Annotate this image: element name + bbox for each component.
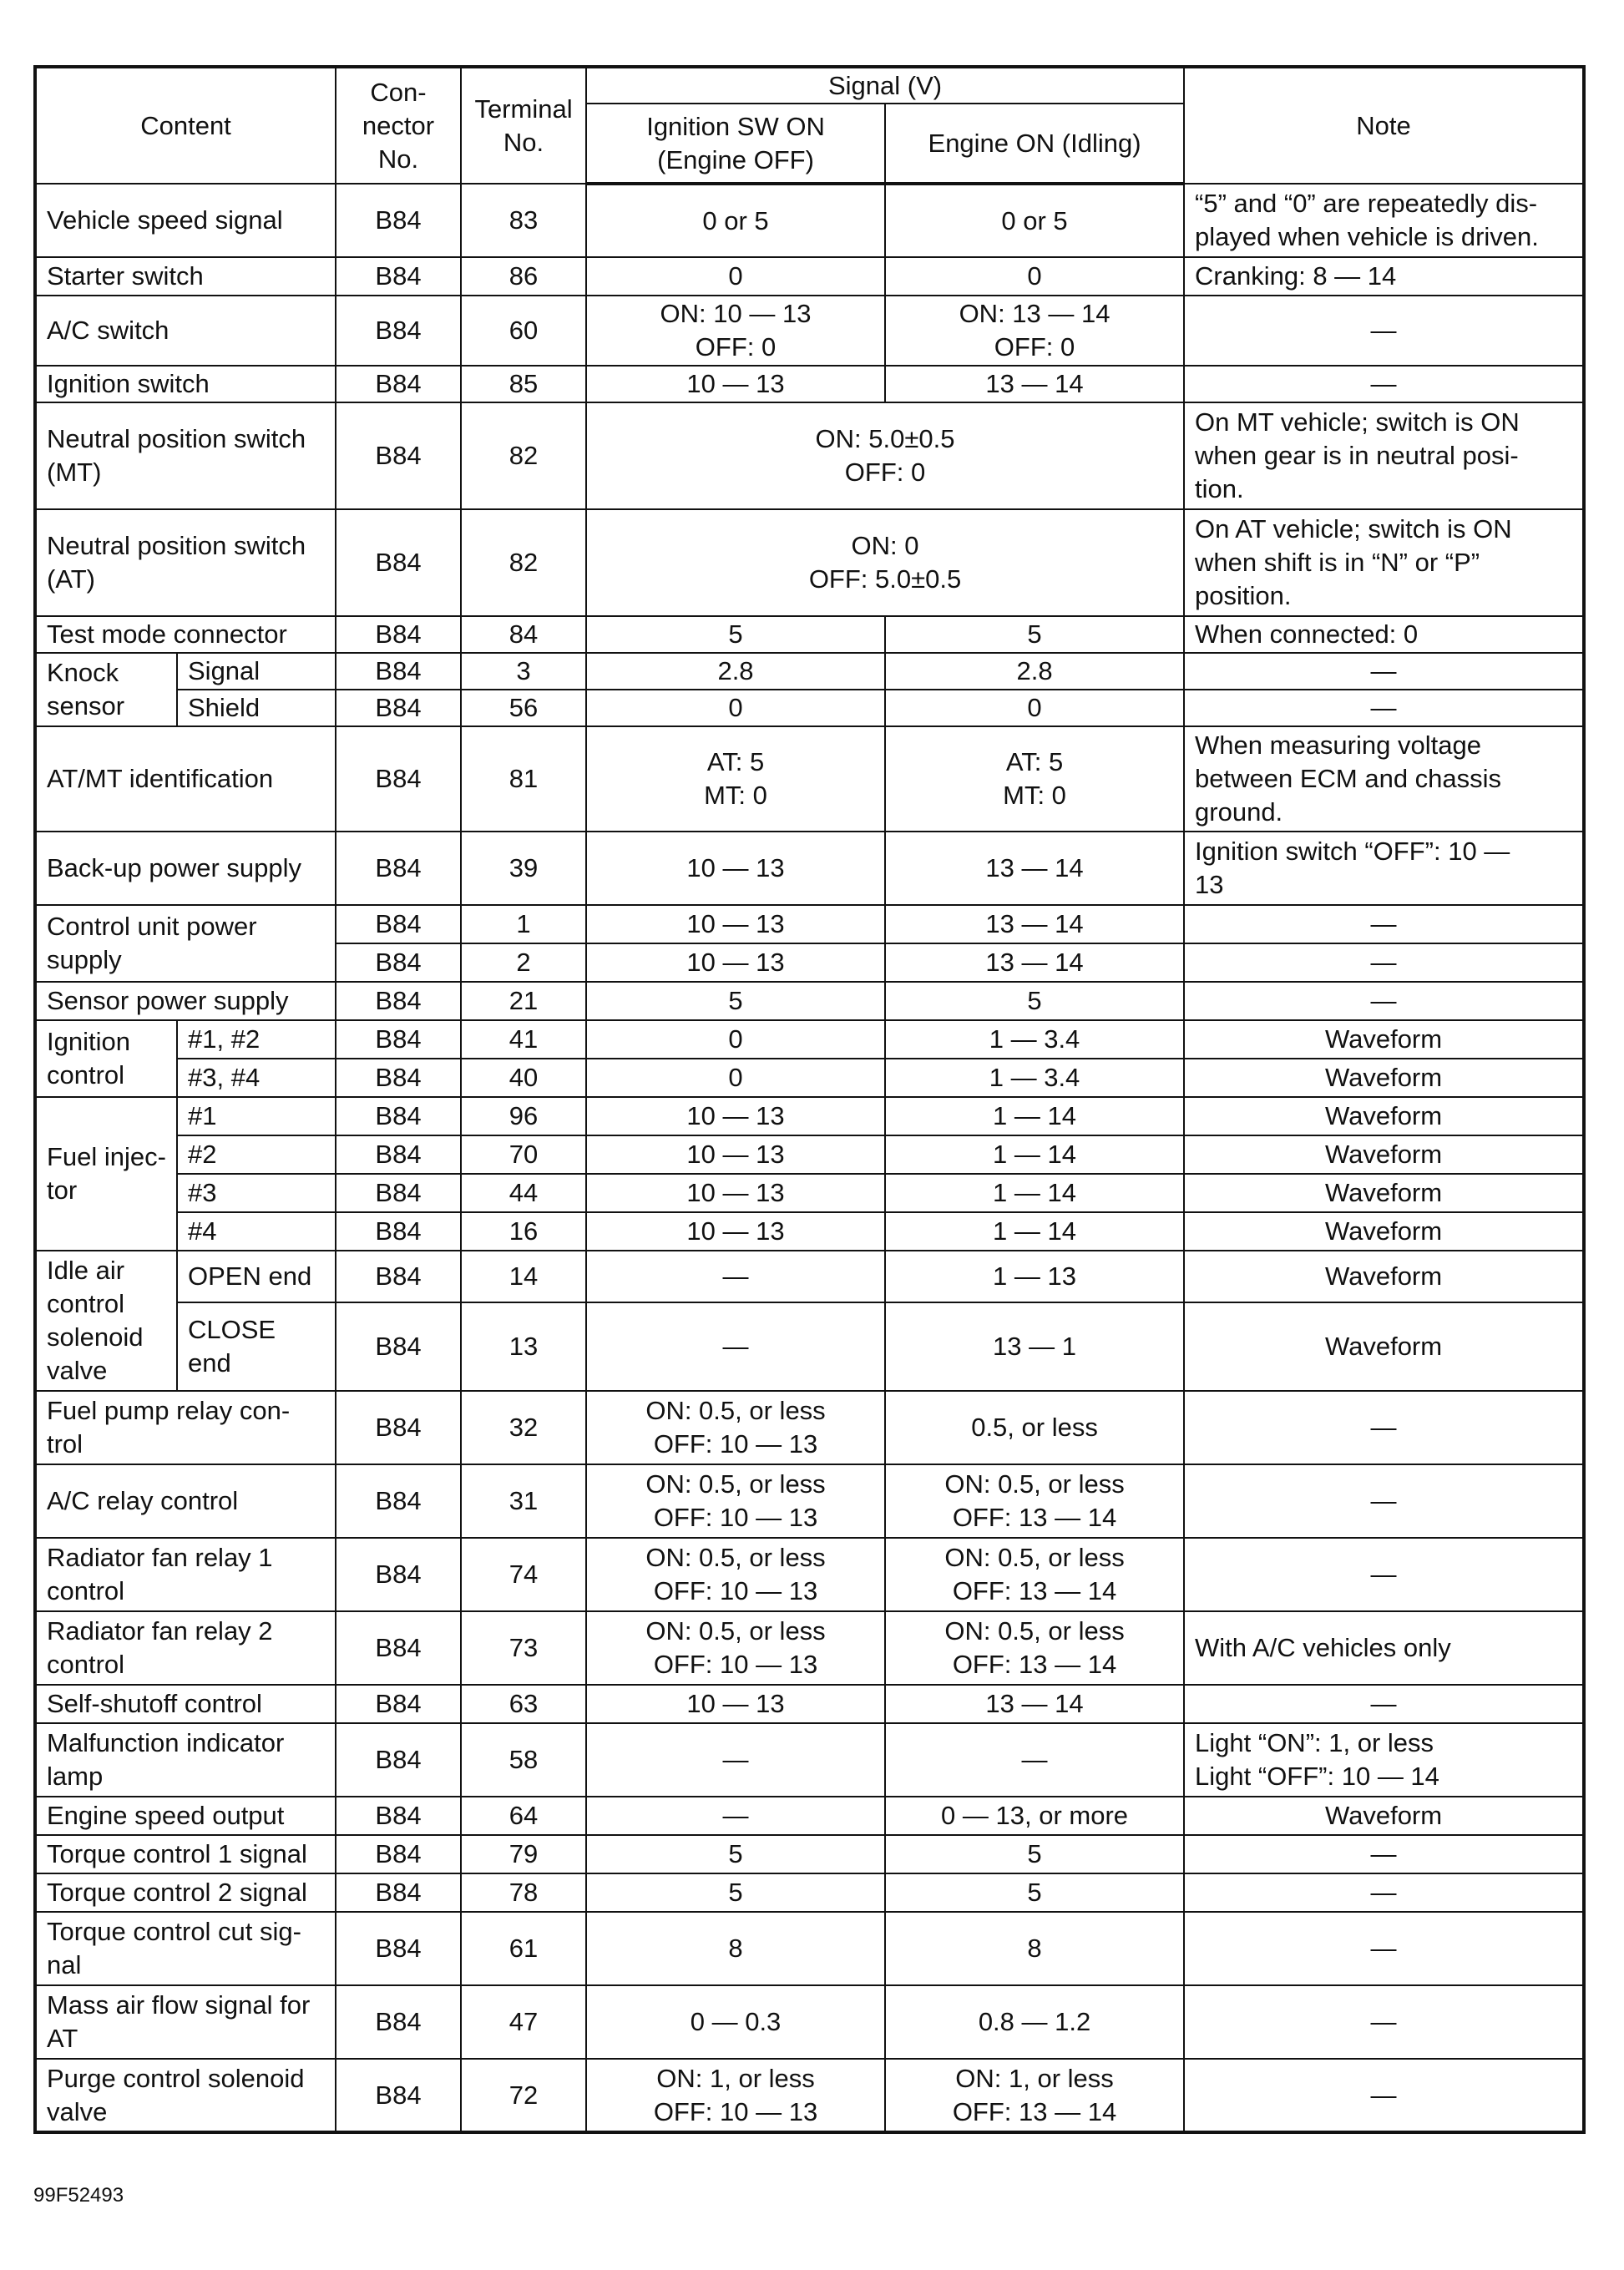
terminal-cell: 60: [461, 296, 586, 366]
connector-cell: B84: [336, 1464, 461, 1538]
terminal-cell: 64: [461, 1797, 586, 1835]
engine-on-cell: 13 — 1: [885, 1302, 1184, 1391]
connector-cell: B84: [336, 1174, 461, 1212]
ignition-on-cell: —: [586, 1723, 885, 1797]
terminal-cell: 73: [461, 1611, 586, 1685]
engine-on-cell: —: [885, 1723, 1184, 1797]
engine-on-cell: 13 — 14: [885, 943, 1184, 982]
note-cell: —: [1184, 2059, 1584, 2132]
engine-on-cell: 1 — 3.4: [885, 1020, 1184, 1059]
engine-on-cell: 0 or 5: [885, 184, 1184, 257]
terminal-cell: 82: [461, 509, 586, 616]
ignition-on-cell: 10 — 13: [586, 1097, 885, 1135]
content-cell: Purge control solenoid valve: [35, 2059, 336, 2132]
engine-on-cell: 1 — 14: [885, 1097, 1184, 1135]
connector-cell: B84: [336, 1391, 461, 1464]
ignition-on-cell: 2.8: [586, 653, 885, 690]
ignition-on-cell: —: [586, 1797, 885, 1835]
content-cell: Malfunction indicator lamp: [35, 1723, 336, 1797]
ignition-on-cell: 8: [586, 1912, 885, 1985]
terminal-cell: 61: [461, 1912, 586, 1985]
header-signal: Signal (V): [586, 67, 1184, 104]
sub-content-cell: Shield: [177, 690, 336, 726]
connector-cell: B84: [336, 1685, 461, 1723]
ignition-on-cell: —: [586, 1302, 885, 1391]
terminal-cell: 16: [461, 1212, 586, 1251]
connector-cell: B84: [336, 982, 461, 1020]
connector-cell: B84: [336, 1611, 461, 1685]
content-cell: Neutral position switch (AT): [35, 509, 336, 616]
engine-on-cell: 0: [885, 257, 1184, 296]
sub-content-cell: #1: [177, 1097, 336, 1135]
terminal-cell: 32: [461, 1391, 586, 1464]
note-cell: Waveform: [1184, 1251, 1584, 1302]
content-cell: A/C switch: [35, 296, 336, 366]
connector-cell: B84: [336, 366, 461, 402]
ignition-on-cell: 5: [586, 1873, 885, 1912]
note-cell: On MT vehicle; switch is ON when gear is in neutral posi- tion.: [1184, 402, 1584, 509]
table-row: [35, 616, 1584, 653]
note-cell: Waveform: [1184, 1020, 1584, 1059]
content-cell: Neutral position switch (MT): [35, 402, 336, 509]
content-cell: Test mode connector: [35, 616, 336, 653]
note-cell: —: [1184, 296, 1584, 366]
ignition-on-cell: 0 or 5: [586, 184, 885, 257]
terminal-cell: 47: [461, 1985, 586, 2059]
terminal-cell: 74: [461, 1538, 586, 1611]
table-row: [35, 1611, 1584, 1685]
terminal-cell: 83: [461, 184, 586, 257]
connector-cell: B84: [336, 726, 461, 832]
note-cell: —: [1184, 1985, 1584, 2059]
table-row: [35, 1251, 1584, 1302]
note-cell: —: [1184, 1391, 1584, 1464]
content-cell: Ignition switch: [35, 366, 336, 402]
table-row: [35, 1985, 1584, 2059]
ignition-on-cell: 10 — 13: [586, 1212, 885, 1251]
engine-on-cell: ON: 0.5, or less OFF: 13 — 14: [885, 1538, 1184, 1611]
engine-on-cell: 5: [885, 982, 1184, 1020]
terminal-cell: 63: [461, 1685, 586, 1723]
note-cell: When measuring voltage between ECM and chassis ground.: [1184, 726, 1584, 832]
sub-content-cell: #3: [177, 1174, 336, 1212]
ignition-on-cell: 5: [586, 982, 885, 1020]
terminal-cell: 78: [461, 1873, 586, 1912]
ignition-on-cell: ON: 0.5, or less OFF: 10 — 13: [586, 1391, 885, 1464]
header-ignition-sw-on: Ignition SW ON (Engine OFF): [586, 104, 885, 184]
group-cell: Fuel injec- tor: [35, 1097, 177, 1251]
engine-on-cell: ON: 0.5, or less OFF: 13 — 14: [885, 1611, 1184, 1685]
engine-on-cell: 0 — 13, or more: [885, 1797, 1184, 1835]
ignition-on-cell: ON: 0.5, or less OFF: 10 — 13: [586, 1464, 885, 1538]
table-row: [35, 1059, 1584, 1097]
ignition-on-cell: 10 — 13: [586, 1135, 885, 1174]
table-row: [35, 184, 1584, 257]
table-row: [35, 1464, 1584, 1538]
note-cell: Waveform: [1184, 1302, 1584, 1391]
note-cell: When connected: 0: [1184, 616, 1584, 653]
note-cell: —: [1184, 690, 1584, 726]
engine-on-cell: AT: 5 MT: 0: [885, 726, 1184, 832]
note-cell: —: [1184, 1912, 1584, 1985]
sub-content-cell: #1, #2: [177, 1020, 336, 1059]
note-cell: —: [1184, 1873, 1584, 1912]
content-cell: Back-up power supply: [35, 832, 336, 905]
ignition-on-cell: 10 — 13: [586, 1174, 885, 1212]
note-cell: —: [1184, 1685, 1584, 1723]
ignition-on-cell: 5: [586, 616, 885, 653]
header-note: Note: [1184, 67, 1584, 184]
connector-cell: B84: [336, 905, 461, 943]
engine-on-cell: 0: [885, 690, 1184, 726]
terminal-cell: 82: [461, 402, 586, 509]
connector-cell: B84: [336, 1059, 461, 1097]
header-engine-on: Engine ON (Idling): [885, 104, 1184, 184]
sub-content-cell: Signal: [177, 653, 336, 690]
ignition-on-cell: ON: 10 — 13 OFF: 0: [586, 296, 885, 366]
connector-cell: B84: [336, 1538, 461, 1611]
ignition-on-cell: 0: [586, 1020, 885, 1059]
connector-cell: B84: [336, 1985, 461, 2059]
table-row: [35, 1391, 1584, 1464]
engine-on-cell: 1 — 3.4: [885, 1059, 1184, 1097]
content-cell: AT/MT identification: [35, 726, 336, 832]
connector-cell: B84: [336, 1212, 461, 1251]
table-row: [35, 1723, 1584, 1797]
note-cell: —: [1184, 653, 1584, 690]
ignition-on-cell: 0 — 0.3: [586, 1985, 885, 2059]
table-row: [35, 905, 1584, 943]
terminal-cell: 13: [461, 1302, 586, 1391]
content-cell: Fuel pump relay con- trol: [35, 1391, 336, 1464]
table-row: [35, 1212, 1584, 1251]
note-cell: “5” and “0” are repeatedly dis- played when vehicle is driven.: [1184, 184, 1584, 257]
signal-merged-cell: ON: 0 OFF: 5.0±0.5: [586, 509, 1184, 616]
content-cell: Torque control 1 signal: [35, 1835, 336, 1873]
connector-cell: B84: [336, 1097, 461, 1135]
connector-cell: B84: [336, 1873, 461, 1912]
content-cell: Torque control 2 signal: [35, 1873, 336, 1912]
engine-on-cell: 8: [885, 1912, 1184, 1985]
table-row: [35, 832, 1584, 905]
content-cell: Control unit power supply: [35, 905, 336, 982]
terminal-cell: 1: [461, 905, 586, 943]
ignition-on-cell: 0: [586, 690, 885, 726]
content-cell: Torque control cut sig- nal: [35, 1912, 336, 1985]
terminal-cell: 31: [461, 1464, 586, 1538]
engine-on-cell: 5: [885, 1835, 1184, 1873]
engine-on-cell: ON: 0.5, or less OFF: 13 — 14: [885, 1464, 1184, 1538]
table-row: [35, 1912, 1584, 1985]
terminal-cell: 85: [461, 366, 586, 402]
engine-on-cell: 13 — 14: [885, 832, 1184, 905]
table-row: [35, 1302, 1584, 1391]
ignition-on-cell: 10 — 13: [586, 905, 885, 943]
note-cell: Waveform: [1184, 1135, 1584, 1174]
terminal-cell: 2: [461, 943, 586, 982]
ignition-on-cell: —: [586, 1251, 885, 1302]
terminal-cell: 96: [461, 1097, 586, 1135]
table-row: [35, 690, 1584, 726]
ignition-on-cell: AT: 5 MT: 0: [586, 726, 885, 832]
table-row: [35, 1685, 1584, 1723]
engine-on-cell: 1 — 14: [885, 1135, 1184, 1174]
table-row: [35, 1538, 1584, 1611]
connector-cell: B84: [336, 1020, 461, 1059]
signal-merged-cell: ON: 5.0±0.5 OFF: 0: [586, 402, 1184, 509]
terminal-cell: 58: [461, 1723, 586, 1797]
terminal-cell: 56: [461, 690, 586, 726]
connector-cell: B84: [336, 653, 461, 690]
content-cell: Sensor power supply: [35, 982, 336, 1020]
note-cell: Light “ON”: 1, or less Light “OFF”: 10 — 14: [1184, 1723, 1584, 1797]
connector-cell: B84: [336, 1251, 461, 1302]
note-cell: Waveform: [1184, 1097, 1584, 1135]
sub-content-cell: CLOSE end: [177, 1302, 336, 1391]
connector-cell: B84: [336, 296, 461, 366]
content-cell: Vehicle speed signal: [35, 184, 336, 257]
table-row: [35, 1797, 1584, 1835]
note-cell: Cranking: 8 — 14: [1184, 257, 1584, 296]
terminal-cell: 41: [461, 1020, 586, 1059]
note-cell: —: [1184, 1464, 1584, 1538]
ignition-on-cell: 0: [586, 1059, 885, 1097]
table-row: [35, 2059, 1584, 2132]
terminal-cell: 3: [461, 653, 586, 690]
engine-on-cell: 0.8 — 1.2: [885, 1985, 1184, 2059]
ignition-on-cell: 5: [586, 1835, 885, 1873]
content-cell: Self-shutoff control: [35, 1685, 336, 1723]
engine-on-cell: 5: [885, 616, 1184, 653]
content-cell: A/C relay control: [35, 1464, 336, 1538]
connector-cell: B84: [336, 2059, 461, 2132]
engine-on-cell: ON: 1, or less OFF: 13 — 14: [885, 2059, 1184, 2132]
engine-on-cell: 13 — 14: [885, 1685, 1184, 1723]
ignition-on-cell: ON: 0.5, or less OFF: 10 — 13: [586, 1538, 885, 1611]
content-cell: Engine speed output: [35, 1797, 336, 1835]
note-cell: Ignition switch “OFF”: 10 — 13: [1184, 832, 1584, 905]
connector-cell: B84: [336, 1302, 461, 1391]
connector-cell: B84: [336, 943, 461, 982]
ignition-on-cell: 10 — 13: [586, 366, 885, 402]
table-row: [35, 1020, 1584, 1059]
table-row: [35, 1174, 1584, 1212]
ecm-io-signal-table: [33, 65, 1586, 2134]
connector-cell: B84: [336, 1835, 461, 1873]
terminal-cell: 70: [461, 1135, 586, 1174]
engine-on-cell: 2.8: [885, 653, 1184, 690]
ignition-on-cell: 10 — 13: [586, 1685, 885, 1723]
note-cell: —: [1184, 366, 1584, 402]
note-cell: On AT vehicle; switch is ON when shift is in “N” or “P” position.: [1184, 509, 1584, 616]
sub-content-cell: OPEN end: [177, 1251, 336, 1302]
content-cell: Starter switch: [35, 257, 336, 296]
group-cell: Ignition control: [35, 1020, 177, 1097]
table-row: [35, 1135, 1584, 1174]
engine-on-cell: 0.5, or less: [885, 1391, 1184, 1464]
connector-cell: B84: [336, 257, 461, 296]
note-cell: —: [1184, 1538, 1584, 1611]
terminal-cell: 39: [461, 832, 586, 905]
ignition-on-cell: ON: 1, or less OFF: 10 — 13: [586, 2059, 885, 2132]
note-cell: Waveform: [1184, 1212, 1584, 1251]
terminal-cell: 81: [461, 726, 586, 832]
table-row: [35, 1873, 1584, 1912]
document-code: 99F52493: [33, 2184, 124, 2207]
table-row: [35, 982, 1584, 1020]
header-content: Content: [35, 67, 336, 184]
terminal-cell: 14: [461, 1251, 586, 1302]
connector-cell: B84: [336, 1135, 461, 1174]
connector-cell: B84: [336, 616, 461, 653]
ignition-on-cell: 10 — 13: [586, 943, 885, 982]
note-cell: —: [1184, 905, 1584, 943]
note-cell: —: [1184, 982, 1584, 1020]
table-row: [35, 1097, 1584, 1135]
table-row: [35, 509, 1584, 616]
group-cell: Idle air control solenoid valve: [35, 1251, 177, 1391]
table-row: [35, 402, 1584, 509]
engine-on-cell: 13 — 14: [885, 366, 1184, 402]
connector-cell: B84: [336, 509, 461, 616]
sub-content-cell: #3, #4: [177, 1059, 336, 1097]
header-connector: Con- nector No.: [336, 67, 461, 184]
connector-cell: B84: [336, 1723, 461, 1797]
content-cell: Mass air flow signal for AT: [35, 1985, 336, 2059]
terminal-cell: 79: [461, 1835, 586, 1873]
table-row: [35, 296, 1584, 366]
terminal-cell: 21: [461, 982, 586, 1020]
engine-on-cell: 5: [885, 1873, 1184, 1912]
note-cell: Waveform: [1184, 1059, 1584, 1097]
ignition-on-cell: 0: [586, 257, 885, 296]
engine-on-cell: 1 — 14: [885, 1174, 1184, 1212]
engine-on-cell: ON: 13 — 14 OFF: 0: [885, 296, 1184, 366]
connector-cell: B84: [336, 1797, 461, 1835]
note-cell: With A/C vehicles only: [1184, 1611, 1584, 1685]
ignition-on-cell: ON: 0.5, or less OFF: 10 — 13: [586, 1611, 885, 1685]
note-cell: —: [1184, 943, 1584, 982]
group-cell: Knock sensor: [35, 653, 177, 726]
table-row: [35, 257, 1584, 296]
terminal-cell: 86: [461, 257, 586, 296]
table-row: [35, 1835, 1584, 1873]
ignition-on-cell: 10 — 13: [586, 832, 885, 905]
note-cell: Waveform: [1184, 1174, 1584, 1212]
note-cell: Waveform: [1184, 1797, 1584, 1835]
connector-cell: B84: [336, 690, 461, 726]
terminal-cell: 72: [461, 2059, 586, 2132]
engine-on-cell: 1 — 14: [885, 1212, 1184, 1251]
content-cell: Radiator fan relay 1 control: [35, 1538, 336, 1611]
connector-cell: B84: [336, 184, 461, 257]
connector-cell: B84: [336, 402, 461, 509]
note-cell: —: [1184, 1835, 1584, 1873]
connector-cell: B84: [336, 1912, 461, 1985]
table-row: [35, 653, 1584, 690]
sub-content-cell: #4: [177, 1212, 336, 1251]
engine-on-cell: 1 — 13: [885, 1251, 1184, 1302]
sub-content-cell: #2: [177, 1135, 336, 1174]
connector-cell: B84: [336, 832, 461, 905]
table-row: [35, 726, 1584, 832]
content-cell: Radiator fan relay 2 control: [35, 1611, 336, 1685]
table-row: [35, 366, 1584, 402]
header-terminal: Terminal No.: [461, 67, 586, 184]
terminal-cell: 40: [461, 1059, 586, 1097]
engine-on-cell: 13 — 14: [885, 905, 1184, 943]
terminal-cell: 84: [461, 616, 586, 653]
terminal-cell: 44: [461, 1174, 586, 1212]
